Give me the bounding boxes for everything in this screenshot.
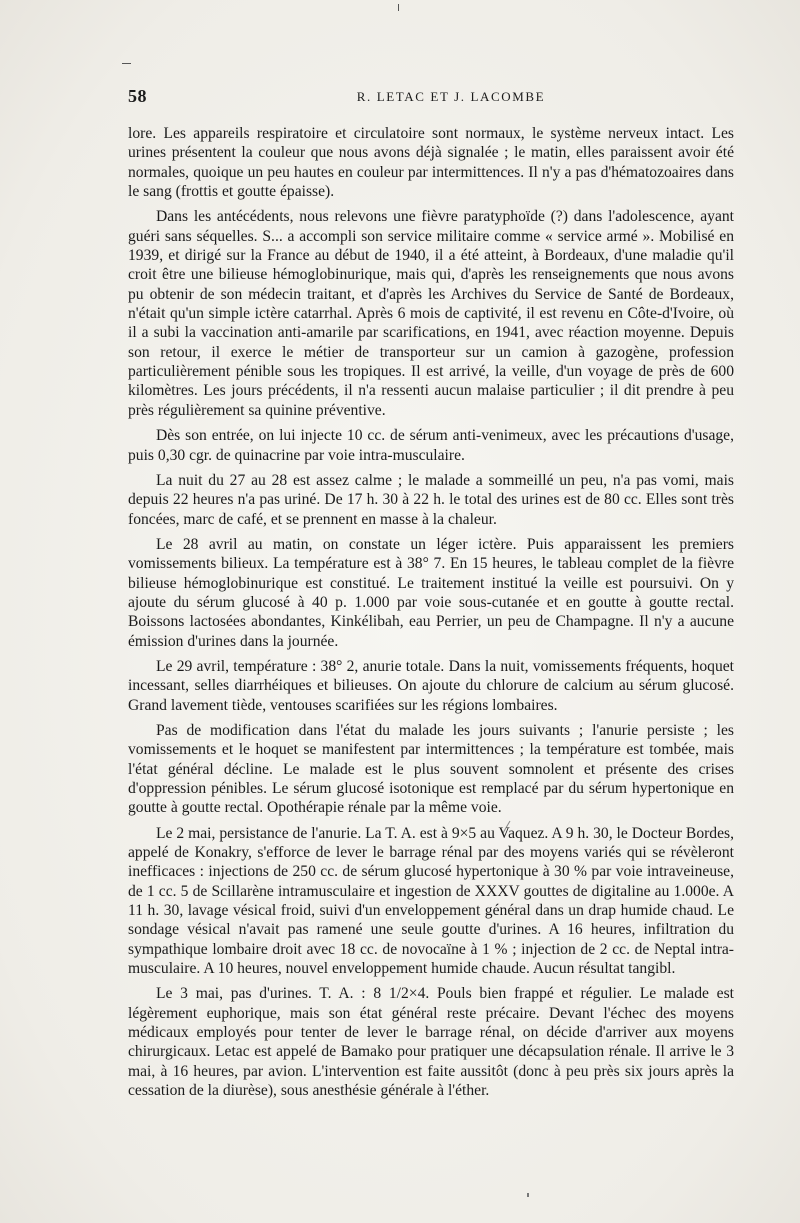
paragraph: La nuit du 27 au 28 est assez calme ; le malade a sommeillé un peu, n'a pas vomi, mais depuis 22 heures n'a pas uriné. De 17 h. 30 à 22 h. le total des urines est de 80 cc. Elles sont très foncées, marc de café, et se prennent en masse à la chaleur. — [128, 471, 734, 528]
paragraph: lore. Les appareils respiratoire et circulatoire sont normaux, le système nerveux intact. Les urines présentent la couleur que nous avons déjà signalée ; le matin, elles paraissent avoir été normales, quoique un peu hautes en couleur par intermittences. Il n'y a pas d'hématozoaires dans le sang (frottis et goutte épaisse). — [128, 125, 734, 201]
scan-mark — [527, 1193, 529, 1197]
page-number: 58 — [128, 86, 147, 106]
scan-mark — [122, 63, 131, 64]
paragraph: Dans les antécédents, nous relevons une fièvre paratyphoïde (?) dans l'adolescence, ayant guéri sans séquelles. S... a accompli son service militaire comme « service armé ». Mobilisé en 1939, et dirigé sur la France au début de 1940, il a été atteint, à Bordeaux, d'une maladie qu'il croit être une bilieuse hémoglobinurique, mais qui, d'après les renseignements que nous avons pu obtenir de son médecin traitant, et d'après les Archives du Service de Santé de Bordeaux, n'était qu'un simple ictère catarrhal. Après 6 mois de captivité, il est revenu en Côte-d'Ivoire, où il a subi la vaccination anti-amarile par scarifications, en 1941, avec réaction moyenne. Depuis son retour, il exerce le métier de transporteur sur un camion à gazogène, profession particulièrement pénible sous les tropiques. Il est arrivé, la veille, d'un voyage de près de 600 kilomètres. Les jours précédents, il n'a ressenti aucun malaise particulier ; il dit prendre à peu près régulièrement sa quinine préventive. — [128, 208, 734, 419]
paragraph: Le 2 mai, persistance de l'anurie. La T. A. est à 9×5 au Vaquez. A 9 h. 30, le Docteur Bordes, appelé de Konakry, s'efforce de lever le barrage rénal par des moyens variés qui se révèleront inefficaces : injections de 250 cc. de sérum glucosé hypertonique à 30 % par voie intraveineuse, de 1 cc. 5 de Scillarène intramusculaire et ingestion de XXXV gouttes de digitaline au 1.000e. A 11 h. 30, lavage vésical froid, suivi d'un enveloppement général dans un drap humide chaud. Le sondage vésical n'avait pas ramené une seule goutte d'urines. A 16 heures, infiltration du sympathique lombaire droit avec 18 cc. de novocaïne à 1 % ; injection de 2 cc. de Neptal intra-musculaire. A 10 heures, nouvel enveloppement humide chaude. Aucun résultat tangibl. — [128, 824, 734, 978]
running-head: R. LETAC ET J. LACOMBE — [356, 89, 546, 104]
page-header — [128, 86, 734, 110]
paragraph: Pas de modification dans l'état du malade les jours suivants ; l'anurie persiste ; les vomissements et le hoquet se manifestent par intermittences ; la température est tombée, mais l'état général décline. Le malade est le plus souvent somnolent et présente des crises d'oppression pénibles. Le sérum glucosé isotonique est remplacé par du sérum hypertonique en goutte à goutte rectal. Opothérapie rénale par la même voie. — [128, 721, 734, 817]
body-text — [128, 124, 734, 1107]
paragraph: Le 29 avril, température : 38° 2, anurie totale. Dans la nuit, vomissements fréquents, hoquet incessant, selles diarrhéiques et bilieuses. On ajoute du chlorure de calcium au sérum glucosé. Grand lavement tiède, ventouses scarifiées sur les régions lombaires. — [128, 657, 734, 714]
paragraph: Dès son entrée, on lui injecte 10 cc. de sérum anti-venimeux, avec les précautions d'usage, puis 0,30 cgr. de quinacrine par voie intra-musculaire. — [128, 427, 734, 464]
paragraph: Le 28 avril au matin, on constate un léger ictère. Puis apparaissent les premiers vomissements bilieux. La température est à 38° 7. En 15 heures, le tableau complet de la fièvre bilieuse hémoglobinurique est constitué. Le traitement institué la veille est poursuivi. On y ajoute du sérum glucosé à 40 p. 1.000 par voie sous-cutanée et en goutte à goutte rectal. Boissons lactosées abondantes, Kinkélibah, eau Perrier, un peu de Champagne. Il n'y a aucune émission d'urines dans la journée. — [128, 535, 734, 650]
scan-mark — [398, 4, 399, 11]
paragraph: Le 3 mai, pas d'urines. T. A. : 8 1/2×4. Pouls bien frappé et régulier. Le malade est légèrement euphorique, mais son état général reste précaire. Devant l'échec des moyens médicaux employés pour tenter de lever le barrage rénal, on décide d'arriver aux moyens chirurgicaux. Letac est appelé de Bamako pour pratiquer une décapsulation rénale. Il arrive le 3 mai, à 16 heures, par avion. L'intervention est faite aussitôt (donc à peu près six jours après la cessation de la diurèse), sous anesthésie générale à l'éther. — [128, 985, 734, 1100]
